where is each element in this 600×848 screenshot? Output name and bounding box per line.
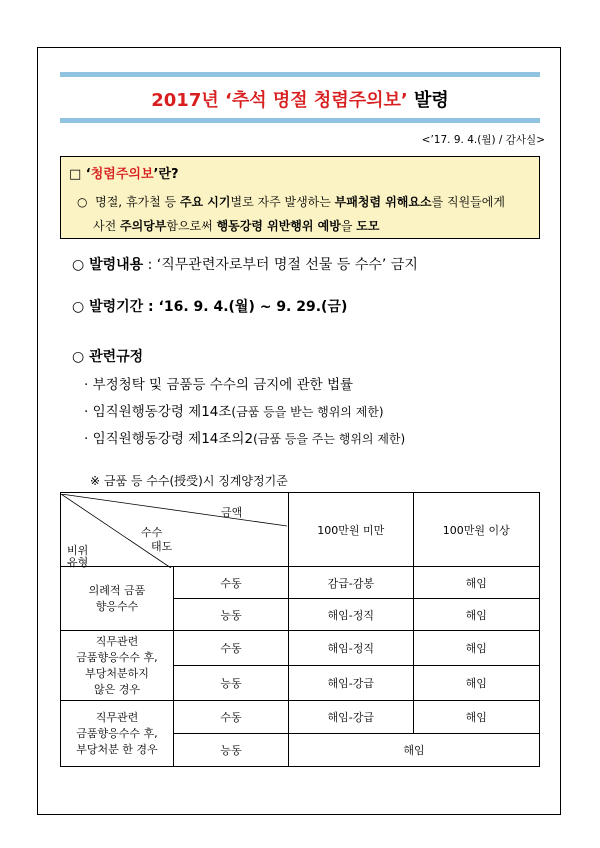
label-line: 의례적 금품 [88, 583, 146, 597]
header-type: 비위 [67, 543, 89, 557]
rule-note: (금품 등을 받는 행위의 제한) [231, 405, 384, 419]
content-text: : ‘직무관련자로부터 명절 선물 등 수수’ 금지 [143, 257, 418, 273]
rule-main: · 임직원행동강령 제14조 [84, 404, 232, 420]
rule-main: · 임직원행동강령 제14조의2 [84, 431, 254, 447]
penalty-table [60, 492, 540, 767]
penalty-cell: 해임-정직 [288, 599, 413, 631]
attitude-cell: 능동 [173, 599, 288, 631]
def-bold: 부패청렴 위해요소 [334, 195, 432, 209]
attitude-cell: 능동 [173, 734, 288, 767]
penalty-cell: 해임-강급 [288, 701, 413, 734]
rule-main: · 부정청탁 및 금품등 수수의 금지에 관한 법률 [84, 377, 354, 393]
definition-line-1 [77, 193, 505, 210]
bullet-icon: ○ [77, 195, 88, 209]
attitude-cell: 능동 [173, 666, 288, 701]
def-text: 를 직원들에게 [431, 195, 505, 209]
rule-item [84, 427, 405, 447]
definition-heading [69, 163, 179, 182]
rule-item [84, 400, 384, 420]
label-line: 직무관련 [95, 710, 139, 724]
penalty-cell: 해임 [413, 701, 540, 734]
penalty-cell: 해임-강급 [288, 666, 413, 701]
label-line: 향응수수 [95, 599, 139, 613]
attitude-cell: 수동 [173, 701, 288, 734]
heading-prefix: □ ‘ [69, 167, 91, 182]
period-text: ○ 발령기간 : ‘16. 9. 4.(월) ~ 9. 29.(금) [72, 299, 348, 315]
penalty-cell: 해임-정직 [288, 631, 413, 666]
rule-item [84, 373, 353, 393]
def-bold: 주의당부 [120, 219, 167, 233]
penalty-cell: 해임 [413, 599, 540, 631]
rules-label: ○ 관련규정 [72, 349, 144, 365]
title-main: 2017년 ‘추석 명절 청렴주의보’ [151, 90, 408, 111]
penalty-cell-merged: 해임 [288, 734, 539, 767]
header-col-under-1m: 100만원 미만 [288, 493, 413, 567]
header-amount: 금액 [221, 505, 243, 519]
table-row [61, 701, 540, 734]
def-text: 사전 [93, 219, 120, 233]
label-line: 부당처분하지 [85, 666, 149, 680]
penalty-cell: 해임 [413, 567, 540, 599]
label-line: 직무관련 [95, 634, 139, 648]
def-text: 별로 자주 발생하는 [230, 195, 335, 209]
period-section [72, 296, 347, 316]
heading-term: 청렴주의보 [90, 167, 154, 182]
rule-note: (금품 등을 주는 행위의 제한) [253, 432, 406, 446]
def-bold: 행동강령 위반행위 예방 [216, 219, 341, 233]
table-row [61, 631, 540, 666]
table-row [61, 567, 540, 599]
content-label: ○ 발령내용 [72, 257, 144, 273]
diagonal-header-cell [61, 493, 289, 567]
group-label [61, 567, 174, 631]
def-bold: 주요 시기 [179, 195, 231, 209]
def-text: 명절, 휴가철 등 [95, 195, 180, 209]
header-col-over-1m: 100만원 이상 [413, 493, 540, 567]
penalty-cell: 해임 [413, 666, 540, 701]
page-title [40, 86, 560, 112]
def-bold: 도모 [356, 219, 380, 233]
header-attitude: 태도 [151, 539, 173, 553]
date-line: <’17. 9. 4.(월) / 감사실> [421, 134, 545, 146]
penalty-cell: 해임 [413, 631, 540, 666]
label-line: 부당처분 한 경우 [76, 742, 158, 756]
attitude-cell: 수동 [173, 567, 288, 599]
title-suffix: 발령 [407, 90, 449, 111]
penalty-note: ※ 금품 등 수수(授受)시 징계양정기준 [90, 474, 288, 488]
label-line: 금품향응수수 후, [76, 650, 158, 664]
table-header-row [61, 493, 540, 567]
heading-suffix: ’란? [153, 167, 179, 182]
header-type: 유형 [67, 555, 89, 569]
group-label [61, 701, 174, 767]
title-bar-bottom [60, 118, 540, 123]
def-text: 함으로써 [166, 219, 217, 233]
definition-line-2 [93, 217, 379, 234]
label-line: 금품향응수수 후, [76, 726, 158, 740]
diagonal-lines [61, 494, 287, 568]
definition-box [60, 156, 540, 239]
group-label [61, 631, 174, 701]
penalty-cell: 감급-감봉 [288, 567, 413, 599]
attitude-cell: 수동 [173, 631, 288, 666]
content-section [72, 254, 418, 274]
title-bar-top [60, 72, 540, 77]
header-attitude: 수수 [141, 525, 163, 539]
def-text: 을 [340, 219, 357, 233]
rules-section [72, 346, 143, 366]
label-line: 않은 경우 [93, 682, 140, 696]
